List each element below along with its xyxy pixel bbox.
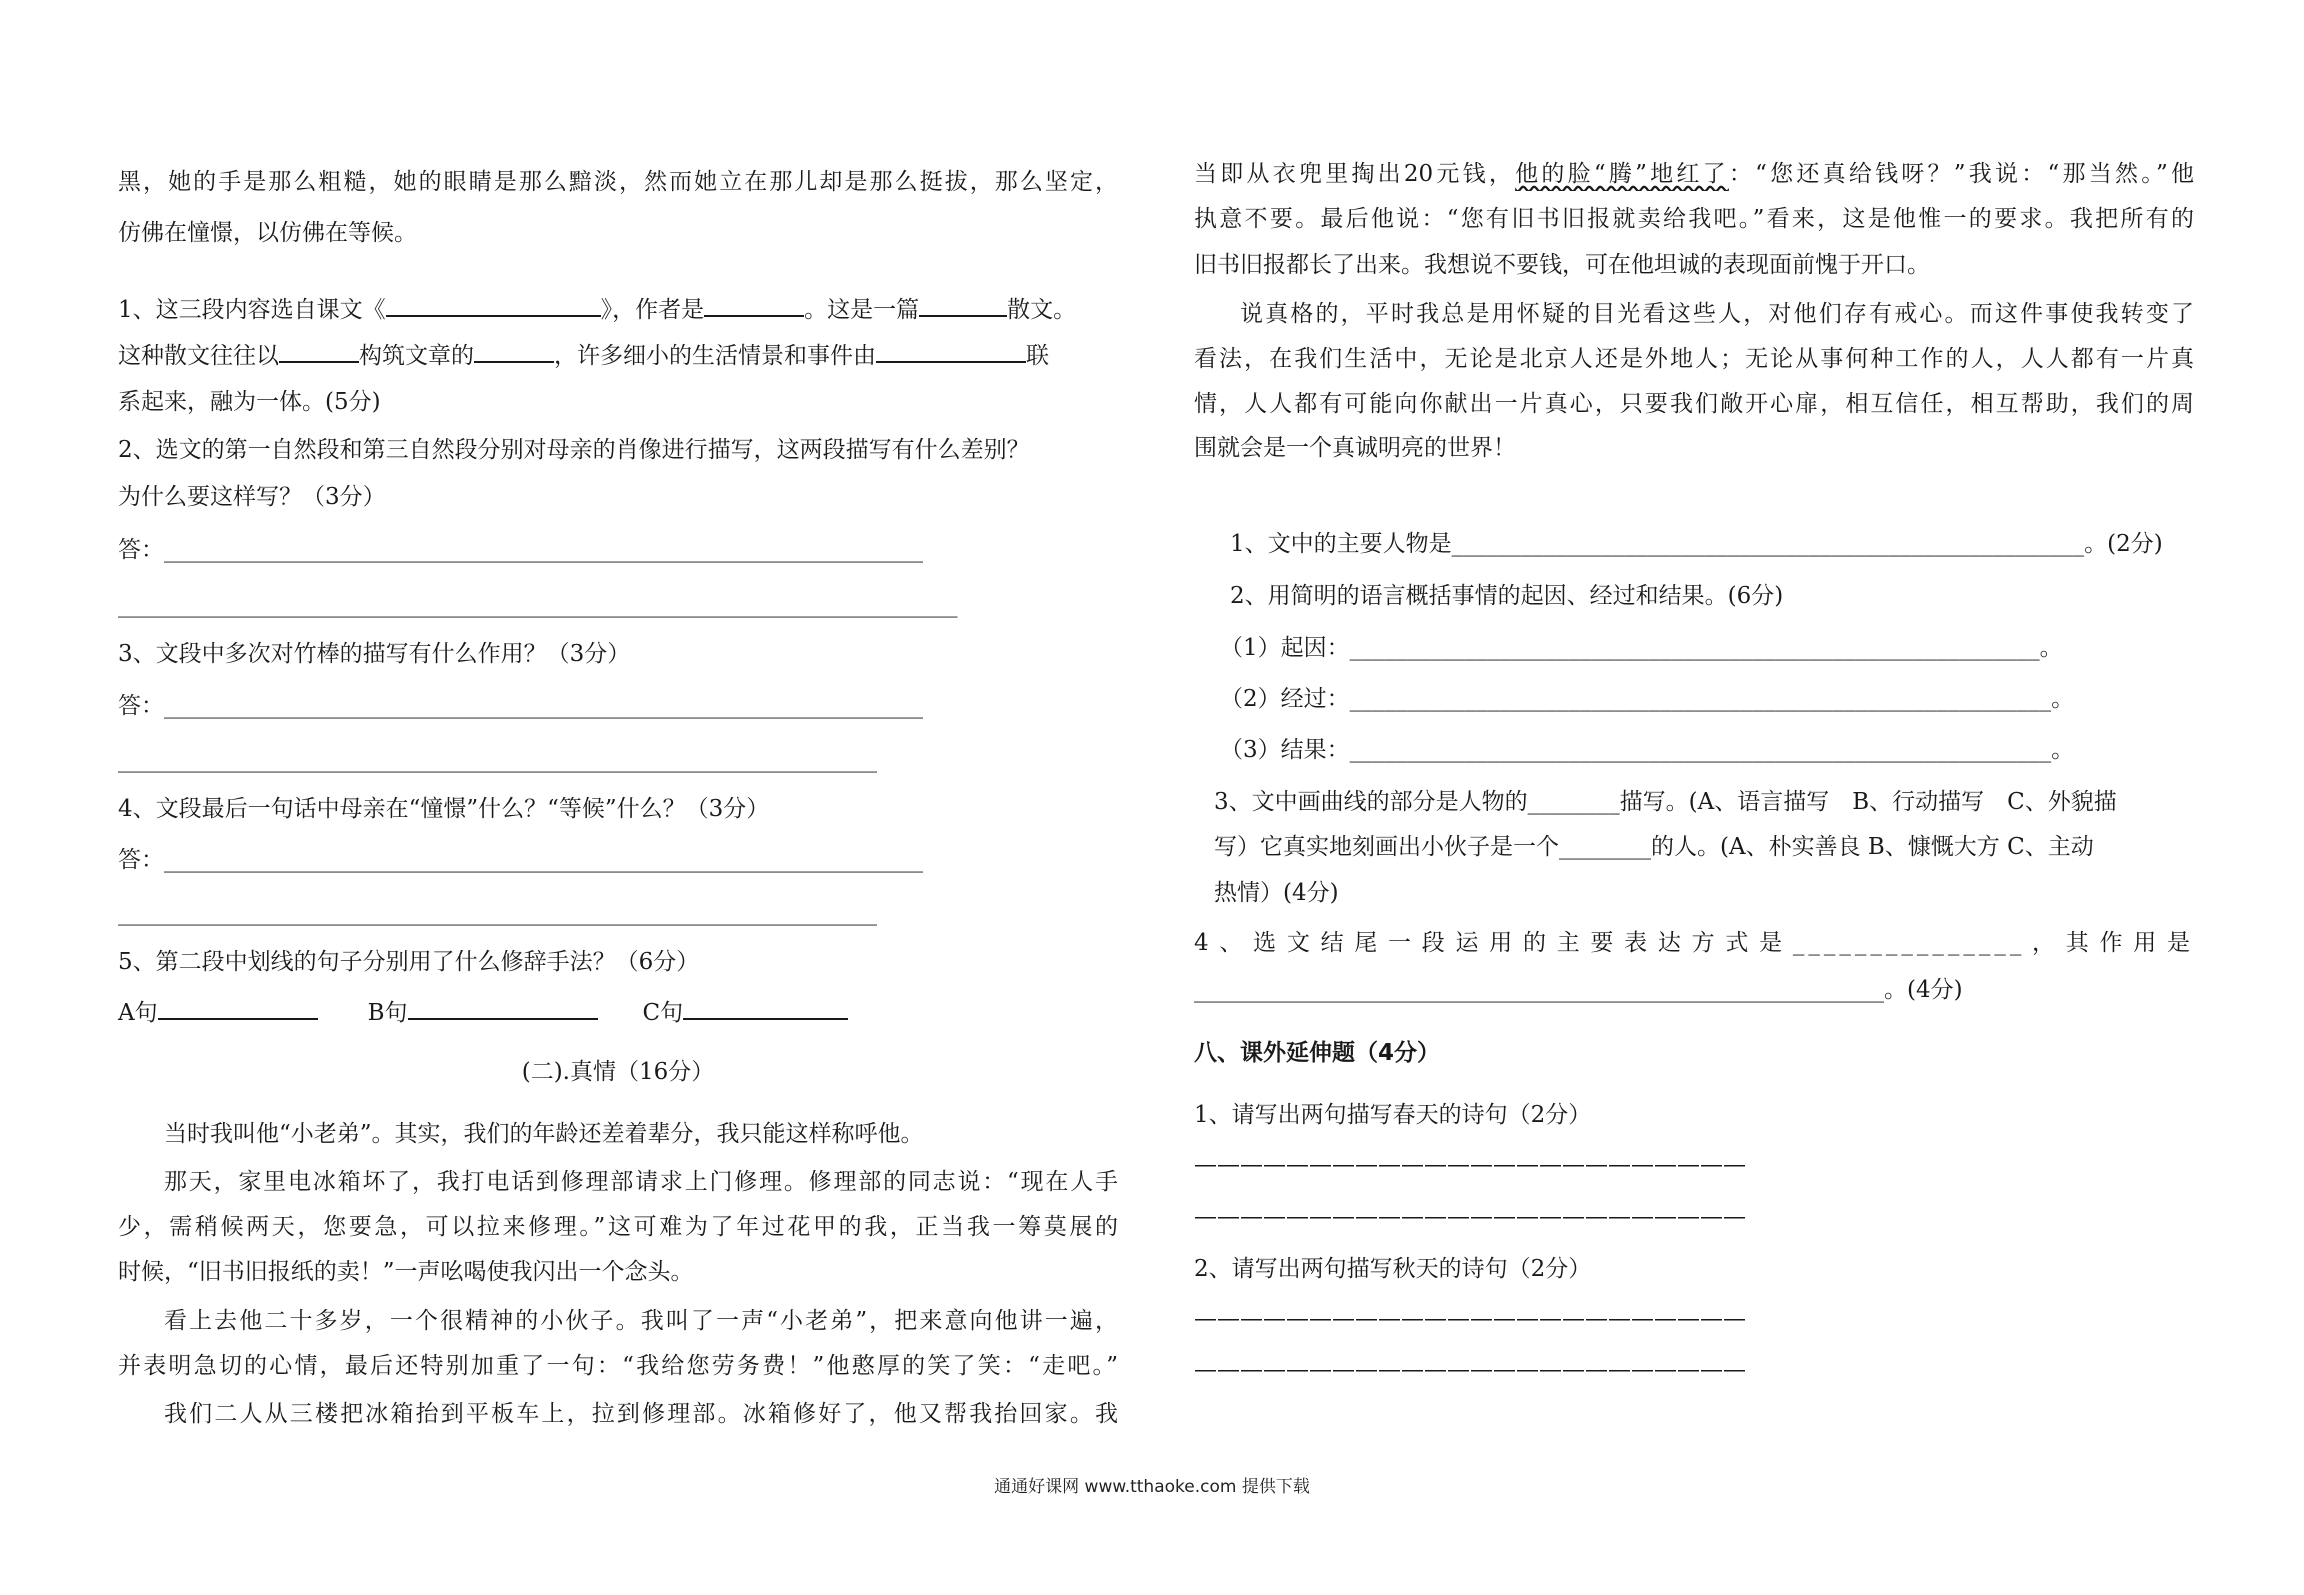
- question-r3-line-1: 3、文中画曲线的部分是人物的________描写。(A、语言描写 B、行动描写 C、外貌描: [1214, 789, 2117, 815]
- question-3: 3、文段中多次对竹棒的描写有什么作用？（3分）: [118, 641, 631, 667]
- passage-line: 旧书旧报都长了出来。我想说不要钱，可在他坦诚的表现面前愧于开口。: [1194, 252, 1930, 278]
- question-r2: 2、用简明的语言概括事情的起因、经过和结果。(6分): [1230, 583, 1784, 609]
- page-footer: 通通好课网 www.tthaoke.com 提供下载: [994, 1477, 1310, 1497]
- answer-blank[interactable]: [279, 339, 359, 363]
- passage-line: 当即从衣兜里掏出20元钱，他的脸“腾”地红了：“您还真给钱呀？”我说：“那当然。”他: [1194, 161, 2194, 187]
- section-title: 八、课外延伸题（4分）: [1194, 1040, 1441, 1066]
- section-title: (二).真情（16分）: [521, 1059, 715, 1085]
- question-4: 4、文段最后一句话中母亲在“憧憬”什么？“等候”什么？（3分）: [118, 796, 770, 822]
- question-1-line-2: 这种散文往往以 构筑文章的 ，许多细小的生活情景和事件由 联: [118, 339, 1049, 373]
- question-1-line-3: 系起来，融为一体。(5分): [118, 389, 381, 415]
- question-r3-line-3: 热情）(4分): [1214, 880, 1339, 906]
- passage-line: 黑，她的手是那么粗糙，她的眼睛是那么黯淡，然而她立在那儿却是那么挺拔，那么坚定，: [118, 169, 1118, 195]
- passage-line: 围就会是一个真诚明亮的世界！: [1194, 435, 1516, 461]
- answer-row[interactable]: _________________________________________________________________________: [118, 592, 958, 618]
- wavy-underlined-phrase: 他的脸“腾”地红了: [1515, 161, 1729, 187]
- answer-row[interactable]: ————————————————————————: [1194, 1204, 1746, 1230]
- passage-line: 执意不要。最后他说：“您有旧书旧报就卖给我吧。”看来，这是他惟一的要求。我把所有的: [1194, 206, 2194, 232]
- passage-line: 说真格的，平时我总是用怀疑的目光看这些人，对他们存有戒心。而这件事使我转变了: [1240, 301, 2194, 327]
- answer-row[interactable]: ————————————————————————: [1194, 1152, 1746, 1178]
- question-r4-line-1: 4、选文结尾一段运用的主要表达方式是_______________，其作用是: [1194, 930, 2194, 956]
- answer-row[interactable]: __________________________________________________________________: [118, 900, 877, 926]
- question-r1: 1、文中的主要人物是_______________________________________________________。(2分): [1230, 531, 2163, 557]
- answer-row[interactable]: 答：__________________________________________________________________: [118, 693, 923, 719]
- answer-row[interactable]: __________________________________________________________________: [118, 747, 877, 773]
- passage-line: 我们二人从三楼把冰箱抬到平板车上，拉到修理部。冰箱修好了，他又帮我抬回家。我: [164, 1401, 1118, 1427]
- answer-blank[interactable]: [408, 996, 598, 1020]
- passage-line: 看法，在我们生活中，无论是北京人还是外地人；无论从事何种工作的人，人人都有一片真: [1194, 346, 2194, 372]
- passage-line: 少，需稍候两天，您要急，可以拉来修理。”这可难为了年过花甲的我，正当我一筹莫展的: [118, 1214, 1118, 1240]
- answer-row[interactable]: （3）结果：_____________________________________________________________。: [1220, 737, 2075, 763]
- question-e2: 2、请写出两句描写秋天的诗句（2分）: [1194, 1256, 1592, 1282]
- answer-row[interactable]: ————————————————————————: [1194, 1357, 1746, 1383]
- answer-row[interactable]: （2）经过：_____________________________________________________________。: [1220, 686, 2075, 712]
- question-e1: 1、请写出两句描写春天的诗句（2分）: [1194, 1102, 1592, 1128]
- question-2-line-2: 为什么要这样写？（3分）: [118, 484, 386, 510]
- answer-blank[interactable]: [704, 293, 804, 317]
- answer-blank[interactable]: [876, 339, 1026, 363]
- question-5: 5、第二段中划线的句子分别用了什么修辞手法？（6分）: [118, 949, 700, 975]
- question-2-line-1: 2、选文的第一自然段和第三自然段分别对母亲的肖像进行描写，这两段描写有什么差别？: [118, 437, 1030, 463]
- passage-line: 时候，“旧书旧报纸的卖！”一声吆喝使我闪出一个念头。: [118, 1259, 694, 1285]
- answer-row[interactable]: （1）起因：____________________________________________________________。: [1220, 635, 2063, 661]
- answer-blank[interactable]: [919, 293, 1007, 317]
- question-r3-line-2: 写）它真实地刻画出小伙子是一个________的人。(A、朴实善良 B、慷慨大方 C、主动: [1214, 834, 2094, 860]
- answer-blank[interactable]: [158, 996, 318, 1020]
- passage-line: 看上去他二十多岁，一个很精神的小伙子。我叫了一声“小老弟”，把来意向他讲一遍，: [164, 1308, 1118, 1334]
- passage-line: 并表明急切的心情，最后还特别加重了一句：“我给您劳务费！”他憨厚的笑了笑：“走吧。”: [118, 1353, 1118, 1379]
- question-1-line-1: 1、这三段内容选自课文《 》，作者是 。这是一篇 散文。: [118, 293, 1076, 327]
- answer-blank[interactable]: [683, 996, 848, 1020]
- answer-row[interactable]: 答：__________________________________________________________________: [118, 847, 923, 873]
- answer-row[interactable]: 答：__________________________________________________________________: [118, 537, 923, 563]
- passage-line: 当时我叫他“小老弟”。其实，我们的年龄还差着辈分，我只能这样称呼他。: [164, 1121, 924, 1147]
- passage-line: 情，人人都有可能向你献出一片真心，只要我们敞开心扉，相互信任，相互帮助，我们的周: [1194, 391, 2194, 417]
- passage-line: 仿佛在憧憬，以仿佛在等候。: [118, 220, 417, 246]
- answer-blank[interactable]: [474, 339, 554, 363]
- answer-row[interactable]: ————————————————————————: [1194, 1306, 1746, 1332]
- question-5-answers: A句 B句 C句: [118, 996, 848, 1030]
- answer-blank[interactable]: [386, 293, 601, 317]
- passage-line: 那天，家里电冰箱坏了，我打电话到修理部请求上门修理。修理部的同志说：“现在人手: [164, 1169, 1118, 1195]
- question-r4-line-2: ____________________________________________________________。(4分): [1194, 977, 1963, 1003]
